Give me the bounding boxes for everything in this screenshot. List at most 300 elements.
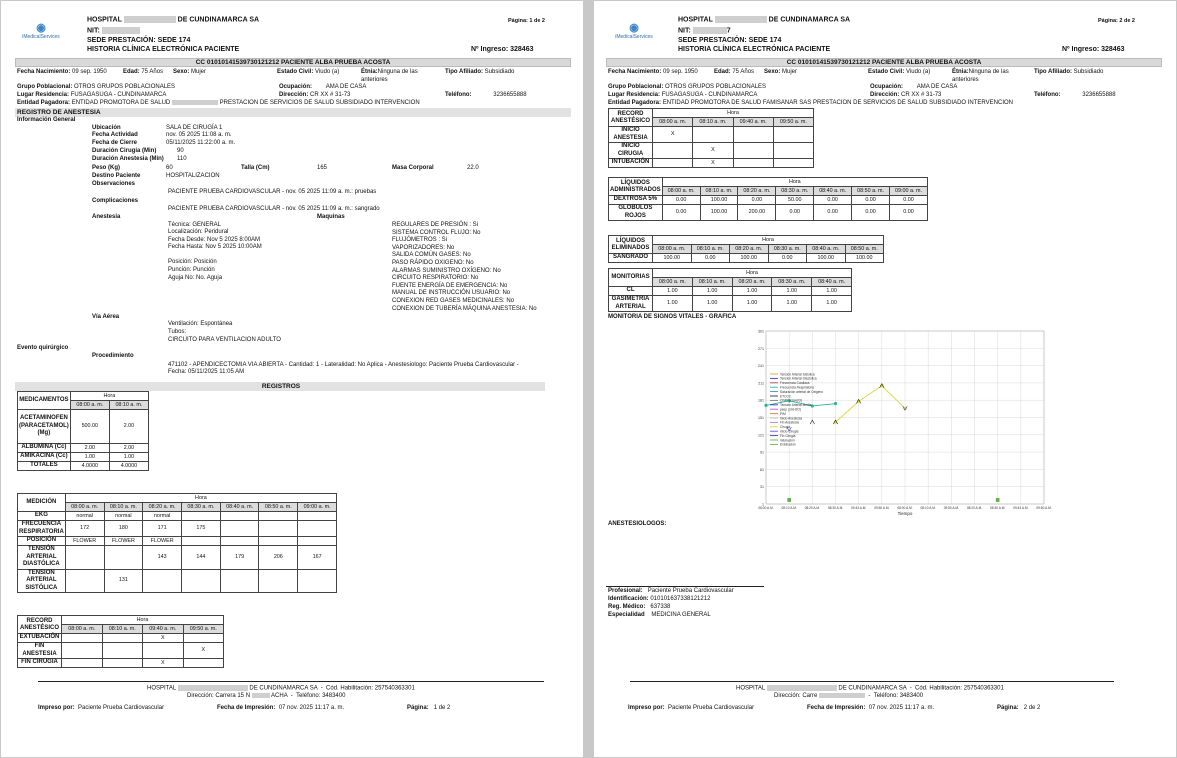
cell-value: X — [693, 159, 733, 168]
table-head: LÍQUIDOS ADMINISTRADOS — [609, 178, 663, 196]
cell-value — [220, 569, 259, 593]
time-header: 08:00 a. m. — [662, 187, 700, 196]
patient-band: CC 01010141539730121212 PACIENTE ALBA PRUEBA ACOSTA — [606, 58, 1162, 67]
y-tick-label: 61 — [760, 467, 764, 472]
fecha-hasta: Fecha Hasta: Nov 5 2025 10:00AM — [168, 244, 262, 250]
maquina-item: VAPORIZADORES: No — [392, 244, 455, 251]
medicion-table — [17, 493, 337, 593]
maquina-item: ALARMAS SUMINISTRO OXÍGENO: No — [392, 267, 501, 274]
table-row — [18, 444, 149, 453]
telefono: Teléfono: 3236655888 — [1034, 92, 1116, 98]
hora-header: Hora — [70, 392, 148, 401]
cell-value — [181, 537, 220, 546]
liquidos-administrados-table — [608, 177, 928, 221]
direccion: Dirección: CR XX # 31-73 — [279, 92, 351, 98]
time-header: 08:10 a. m. — [104, 503, 143, 512]
observaciones: PACIENTE PRUEBA CARDIOVASCULAR - nov. 05 2025 11:09 a. m.: pruebas — [168, 189, 377, 195]
complicaciones-label: Complicaciones — [92, 198, 139, 204]
evento-quirurgico: Evento quirúrgico — [17, 345, 69, 351]
telefono: Teléfono: 3236655888 — [445, 92, 527, 98]
row-label: EXTUBACIÓN — [18, 634, 62, 643]
x-tick-label: 08:20 A.M. — [804, 506, 820, 510]
footer-hospital: HOSPITAL DE CUNDINAMARCA SA - Cód. Habilitación: 257540363301 — [736, 685, 1004, 692]
cell-value: 0.00 — [814, 205, 852, 221]
cell-value — [104, 546, 143, 570]
observaciones-label: Observaciones — [92, 181, 136, 187]
cell-value: 175 — [181, 521, 220, 537]
x-tick-label: 08:30 A.M. — [990, 506, 1006, 510]
time-header: 08:30 a. m. — [776, 187, 814, 196]
cell-value: 131 — [104, 569, 143, 593]
destino-label: Destino Paciente — [92, 173, 141, 179]
maquina-item: MANUAL DE INSTRUCCIÓN USUARIO: No — [392, 290, 511, 297]
cell-value — [298, 521, 337, 537]
row-label: FIN CIRUGIA — [18, 659, 62, 668]
cell-value — [183, 659, 224, 668]
y-tick-label: 151 — [758, 416, 764, 420]
y-tick-label: 301 — [758, 329, 764, 334]
identificacion: Identificación: 010101637338121212 — [608, 596, 711, 602]
cell-value — [653, 159, 693, 168]
cell-value — [181, 569, 220, 593]
cell-value — [65, 546, 104, 570]
cell-value: 1.00 — [70, 453, 109, 462]
cell-value — [102, 643, 143, 659]
x-tick-label: 09:43 A.M. — [851, 506, 867, 510]
y-tick-label: 91 — [760, 450, 764, 455]
table-row — [18, 659, 224, 668]
logo-text: iMedical — [22, 34, 41, 40]
registro-medico: Reg. Médico: 637338 — [608, 604, 671, 610]
fecha-nacimiento: Fecha Nacimiento: 09 sep. 1950 — [608, 69, 698, 75]
cell-value — [259, 521, 298, 537]
posicion: Posición: Posición — [168, 259, 217, 265]
cell-value — [773, 143, 813, 159]
maquina-item: PASO RÁPIDO OXIGENO: No — [392, 259, 474, 266]
time-header: 08:10 a. m. — [700, 187, 738, 196]
cell-value: X — [143, 659, 184, 668]
legend-entry: Tensión Arterial Diastolica — [780, 376, 817, 381]
time-header: 08:20 a. m. — [143, 503, 182, 512]
row-label: TENSIÓN ARTERIAL DIASTÓLICA — [18, 546, 66, 570]
time-header: 08:50 a. m. — [852, 187, 890, 196]
legend-entry: Intubación — [780, 438, 795, 443]
row-label: TENSION ARTERIAL SISTÓLICA — [18, 569, 66, 593]
legend-entry: Frecuencia Cardiaca — [780, 381, 810, 386]
time-header: 08:00 a. m. — [70, 401, 109, 410]
cell-value: 1.00 — [812, 296, 852, 312]
ventilacion: Ventilación: Espontánea — [168, 321, 233, 327]
cell-value — [62, 634, 103, 643]
cell-value: 100.00 — [700, 196, 738, 205]
cell-value: X — [693, 143, 733, 159]
time-header: 08:10 a. m. — [109, 401, 148, 410]
row-label: INICIO CIRUGIA — [609, 143, 653, 159]
registro-title: REGISTRO DE ANESTESIA — [15, 108, 571, 117]
fecha-actividad-label: Fecha Actividad — [92, 132, 138, 138]
legend-entry: Tensión Arterial Sistolica — [780, 372, 815, 377]
table-head: MONITORIAS — [609, 269, 653, 287]
liquidos-eliminados-table — [608, 235, 884, 263]
table-row — [18, 410, 149, 444]
x-tick-label: 09:50 A.M. — [874, 506, 890, 510]
cell-value: 171 — [143, 521, 182, 537]
cell-value — [298, 537, 337, 546]
x-tick-label: 09:43 A.M. — [1013, 506, 1029, 510]
cell-value: 1.00 — [732, 287, 772, 296]
footer-rule — [38, 681, 544, 682]
legend-entry: CPAP (cmH2O) — [780, 398, 803, 403]
time-header: 08:30 a. m. — [181, 503, 220, 512]
row-label: ACETAMINOFEN (PARACETAMOL) (Mg) — [18, 410, 71, 444]
footer-pagina: Página: 1 de 2 — [407, 705, 451, 711]
cell-value — [733, 127, 773, 143]
nit — [87, 27, 140, 36]
ocupacion: Ocupación: AMA DE CASA — [870, 84, 958, 90]
table-row — [18, 546, 337, 570]
via-aerea-label: Vía Aérea — [92, 314, 120, 320]
series-point — [834, 402, 837, 405]
cell-value: normal — [104, 512, 143, 521]
cell-value: 200.00 — [738, 205, 776, 221]
cell-value — [259, 569, 298, 593]
talla-label: Talla (Cm) — [241, 165, 270, 171]
legend-entry: Fin Anestesia — [780, 420, 800, 425]
cell-value: 2.00 — [109, 444, 148, 453]
y-tick-label: 1 — [762, 502, 764, 507]
legend-entry: Extubación — [780, 442, 796, 447]
time-header: 08:40 a. m. — [812, 278, 852, 287]
hora-header: Hora — [653, 269, 852, 278]
fecha-desde: Fecha Desde: Nov 5 2025 8:00AM — [168, 237, 261, 243]
signature-rule — [606, 586, 764, 587]
record-anestesico-table — [17, 615, 224, 668]
fecha-actividad: nov. 05 2025 11:08 a. m. — [166, 132, 232, 138]
table-row — [18, 634, 224, 643]
maquina-item: FLUJÓMETROS : Si — [392, 237, 448, 244]
hospital-prefix: HOSPITAL — [678, 16, 713, 24]
marker-square — [787, 498, 791, 502]
edad: Edad: 75 Años — [714, 69, 755, 75]
cell-value: 206 — [259, 546, 298, 570]
cell-value: 1.00 — [812, 287, 852, 296]
time-header: 08:10 a. m. — [693, 118, 733, 127]
cell-value: 2.00 — [70, 444, 109, 453]
historia-title: HISTORIA CLÍNICA ELECTRÓNICA PACIENTE — [87, 46, 240, 53]
complicaciones: PACIENTE PRUEBA CARDIOVASCULAR - nov. 05 2025 11:09 a. m.: sangrado — [168, 206, 380, 212]
puncion: Punción: Punción — [168, 267, 215, 273]
time-header: 08:00 a. m. — [653, 245, 692, 254]
etnia: Étnia:Ninguna de las anteriores — [952, 69, 1009, 83]
grupo-poblacional: Grupo Poblacional: OTROS GRUPOS POBLACIONALES — [608, 84, 767, 90]
footer-impreso: Impreso por: Paciente Prueba Cardiovascular — [38, 705, 165, 711]
sexo: Sexo: Mujer — [764, 69, 798, 75]
cell-value: 2.00 — [109, 410, 148, 444]
legend-entry: ETCO2 — [780, 394, 791, 399]
cell-value: 1.00 — [109, 453, 148, 462]
cell-value: 4.0000 — [70, 462, 109, 471]
cell-value: 50.00 — [776, 196, 814, 205]
cell-value — [102, 659, 143, 668]
table-row — [18, 643, 224, 659]
chart-title: MONITORIA DE SIGNOS VITALES - GRAFICA — [608, 314, 737, 320]
legend-entry: Tensión Arterial Media — [780, 403, 812, 408]
cell-value: X — [653, 127, 693, 143]
footer-impreso: Impreso por: Paciente Prueba Cardiovascular — [628, 705, 755, 711]
footer-direccion: Dirección: Carrera 15 N ACHA - Teléfono: 3483400 — [187, 693, 346, 700]
legend-entry: Cirugia — [780, 425, 791, 430]
maquina-item: CONEXION RED GASES MEDICINALES: No — [392, 297, 515, 304]
time-header: 08:20 a. m. — [732, 278, 772, 287]
footer-hospital: HOSPITAL DE CUNDINAMARCA SA - Cód. Habilitación: 257540363301 — [147, 685, 415, 692]
table-row — [18, 512, 337, 521]
time-header: 08:40 a. m. — [814, 187, 852, 196]
cell-value: 0.00 — [768, 254, 807, 263]
maquina-item: SALIDA COMÚN GASES: No — [392, 252, 471, 259]
cell-value: FLOWER — [143, 537, 182, 546]
cell-value — [220, 537, 259, 546]
table-row — [609, 127, 814, 143]
cell-value — [102, 634, 143, 643]
logo-sub: Services — [633, 34, 653, 40]
entidad-pagadora: Entidad Pagadora: ENTIDAD PROMOTORA DE SALUD FAMISANAR SAS PRESTACION DE SERVICIOS DE SALUD SUBSIDIADO INTERVENCION — [608, 100, 1013, 106]
peso: 60 — [166, 165, 173, 171]
page-number: Página: 2 de 2 — [1098, 18, 1135, 24]
cell-value: X — [183, 643, 224, 659]
x-tick-label: 08:30 A.M. — [827, 506, 844, 510]
cell-value: 4.0000 — [109, 462, 148, 471]
fecha-cierre-label: Fecha de Cierre — [92, 140, 138, 146]
table-row — [609, 143, 814, 159]
cell-value: 0.00 — [852, 205, 890, 221]
duracion-cirugia-label: Duración Cirugía (Min) — [92, 148, 157, 154]
anestesiologos-label: ANESTESIOLOGOS: — [608, 521, 667, 527]
maquina-item: CIRCUITO RESPIRATORIO: No — [392, 275, 479, 282]
monitorias-table — [608, 268, 852, 312]
cell-value — [259, 537, 298, 546]
legend-entry: Saturación arterial de Oxigeno — [780, 389, 824, 394]
talla: 165 — [317, 165, 328, 171]
footer-rule — [630, 681, 1114, 682]
cell-value: normal — [143, 512, 182, 521]
x-axis-label: Tiempo — [897, 511, 913, 516]
lugar-residencia: Lugar Residencia: FUSAGASUGA - CUNDINAMARCA — [608, 92, 758, 98]
hospital-suffix: DE CUNDINAMARCA SA — [177, 16, 260, 24]
cell-value: 0.00 — [890, 205, 928, 221]
anestesia-label: Anestesia — [92, 214, 121, 220]
cell-value: 1.00 — [692, 287, 732, 296]
cell-value: 100.00 — [845, 254, 884, 263]
table-row — [609, 196, 928, 205]
hora-header: Hora — [65, 494, 336, 503]
aguja: Aguja No: No. Aguja — [168, 275, 223, 281]
row-label: AMIKACINA (Cc) — [18, 453, 71, 462]
nit-tail: 7 — [726, 27, 731, 35]
table-row — [18, 569, 337, 593]
estado-civil: Estado Civil: Viudo (a) — [868, 69, 931, 75]
hospital-suffix: DE CUNDINAMARCA SA — [768, 16, 851, 24]
edad: Edad: 75 Años — [123, 69, 164, 75]
time-header: 09:40 a. m. — [733, 118, 773, 127]
table-head: LÍQUIDOS ELIMINADOS — [609, 236, 653, 254]
nit-label: NIT: — [87, 27, 100, 35]
cell-value: 0.00 — [738, 196, 776, 205]
grupo-poblacional: Grupo Poblacional: OTROS GRUPOS POBLACIONALES — [17, 84, 176, 90]
etnia: Étnia:Ninguna de las anteriores — [361, 69, 418, 83]
profesional: Profesional: Paciente Prueba Cardiovascular — [608, 588, 734, 594]
cell-value: FLOWER — [104, 537, 143, 546]
cell-value — [220, 512, 259, 521]
hora-header: Hora — [653, 236, 884, 245]
cell-value: 0.00 — [662, 196, 700, 205]
time-header: 08:10 a. m. — [691, 245, 730, 254]
destino: HOSPITALIZACION — [166, 173, 220, 179]
lugar-residencia: Lugar Residencia: FUSAGASUGA - CUNDINAMARCA — [17, 92, 167, 98]
cell-value: 1.00 — [653, 287, 693, 296]
hospital-logo: ◉ iMedicalServices — [22, 22, 60, 40]
row-label: POSICIÓN — [18, 537, 66, 546]
hospital-name — [678, 16, 850, 25]
duracion-cirugia: 90 — [177, 148, 184, 154]
cell-value — [733, 143, 773, 159]
x-tick-label: 08:20 A.M. — [966, 506, 983, 510]
time-header: 09:50 a. m. — [773, 118, 813, 127]
y-tick-label: 271 — [758, 346, 764, 351]
historia-title: HISTORIA CLÍNICA ELECTRÓNICA PACIENTE — [678, 46, 831, 53]
table-head: MEDICAMENTOS — [18, 392, 71, 410]
logo-text: iMedical — [615, 34, 634, 40]
fecha-nacimiento: Fecha Nacimiento: 09 sep. 1950 — [17, 69, 107, 75]
cell-value: 143 — [143, 546, 182, 570]
table-row — [609, 159, 814, 168]
time-header: 08:50 a. m. — [259, 503, 298, 512]
sede: SEDE PRESTACIÓN: SEDE 174 — [678, 37, 782, 44]
cell-value — [298, 512, 337, 521]
legend-entry: Frecuencia Respiratoria — [780, 385, 814, 390]
cell-value: 172 — [65, 521, 104, 537]
x-tick-label: 08:10 A.M. — [920, 506, 936, 510]
cell-value: 0.00 — [890, 196, 928, 205]
cell-value: 180 — [104, 521, 143, 537]
footer-direccion: Dirección: Carre - Teléfono: 3483400 — [774, 693, 924, 700]
localizacion: Localización: Peridural — [168, 229, 229, 235]
table-row — [609, 296, 852, 312]
cell-value: 1.00 — [692, 296, 732, 312]
cell-value: 0.00 — [662, 205, 700, 221]
legend-entry: peep (cmH2O) — [780, 407, 801, 412]
cell-value: 0.00 — [852, 196, 890, 205]
time-header: 08:00 a. m. — [65, 503, 104, 512]
time-header: 08:20 a. m. — [730, 245, 769, 254]
cell-value: 0.00 — [691, 254, 730, 263]
fecha-cierre: 05/11/2025 11:22:00 a. m. — [166, 140, 236, 146]
hora-header: Hora — [62, 616, 224, 625]
cell-value — [65, 569, 104, 593]
ingreso-number: Nº Ingreso: 328463 — [471, 46, 534, 53]
cell-value: 0.00 — [776, 205, 814, 221]
tubos: Tubos: — [168, 329, 187, 335]
table-head: RECORD ANESTÉSICO — [609, 109, 653, 127]
row-label: FRECUENCIA RESPIRATORIA — [19, 521, 64, 535]
y-tick-label: 181 — [758, 398, 764, 403]
cell-value — [62, 659, 103, 668]
time-header: 08:00 a. m. — [653, 118, 693, 127]
cell-value: 100.00 — [730, 254, 769, 263]
sexo: Sexo: Mujer — [173, 69, 207, 75]
cell-value: 100.00 — [700, 205, 738, 221]
cell-value — [181, 512, 220, 521]
x-tick-label: 08:10 A.M. — [781, 506, 797, 510]
cell-value: 1.00 — [653, 296, 693, 312]
maquina-item: SISTEMA CONTROL FLUJO: No — [392, 229, 481, 236]
footer-pagina: Página: 2 de 2 — [997, 705, 1041, 711]
medicamentos-table — [17, 391, 149, 471]
legend-entry: Fin Cirugia — [780, 433, 796, 438]
tipo-afiliado: Tipo Afiliado: Subsidiado — [445, 69, 515, 75]
maquina-item: FUENTE ENERGÍA DE EMERGENCIA: No — [392, 282, 508, 289]
cell-value: 1.00 — [772, 296, 812, 312]
time-header: 09:00 a. m. — [890, 187, 928, 196]
duracion-anestesia: 110 — [177, 156, 187, 162]
hora-header: Hora — [653, 109, 814, 118]
row-label: SANGRADO — [609, 254, 653, 263]
cell-value — [259, 512, 298, 521]
y-tick-label: 241 — [758, 364, 764, 369]
x-tick-label: 09:50 A.M. — [1036, 506, 1052, 510]
maquinas-list — [392, 222, 537, 313]
page-2 — [594, 1, 1176, 757]
table-row — [609, 254, 884, 263]
especialidad: Especialidad MEDICINA GENERAL — [608, 612, 711, 618]
cell-value: 1.00 — [772, 287, 812, 296]
time-header: 08:20 a. m. — [738, 187, 776, 196]
cell-value — [62, 643, 103, 659]
table-row — [18, 537, 337, 546]
row-label: DEXTROSA 5% — [609, 196, 663, 205]
maquina-item: REGULARES DE PRESIÓN : Si — [392, 222, 479, 228]
cell-value — [143, 569, 182, 593]
row-label: ALBUMINA (Cc) — [18, 444, 71, 453]
time-header: 09:40 a. m. — [143, 625, 184, 634]
entidad-pagadora: Entidad Pagadora: ENTIDAD PROMOTORA DE SALUD PRESTACION DE SERVICIOS DE SALUD SUBSIDIADO INTERVENCION — [17, 100, 420, 107]
hospital-prefix: HOSPITAL — [87, 16, 122, 24]
record-anestesico-table — [608, 108, 814, 168]
cell-value: 100.00 — [807, 254, 846, 263]
marker-square — [996, 498, 1000, 502]
procedimiento-label: Procedimiento — [92, 353, 134, 359]
hospital-name — [87, 16, 259, 25]
ocupacion: Ocupación: AMA DE CASA — [279, 84, 367, 90]
cell-value: 144 — [181, 546, 220, 570]
table-row — [18, 521, 337, 537]
series-point — [764, 404, 767, 407]
row-label: GASIMETRIA ARTERIAL — [609, 296, 653, 312]
tipo-afiliado: Tipo Afiliado: Subsidiado — [1034, 69, 1104, 75]
maquinas-label: Maquinas — [317, 214, 345, 220]
direccion: Dirección: CR XX # 31-73 — [870, 92, 942, 98]
registros-title: REGISTROS — [15, 382, 545, 391]
procedimiento-2: Fecha: 05/11/2025 11:05 AM — [168, 369, 245, 375]
maquina-item: CONEXION DE TUBERÍA MÁQUINA ANESTESIA: No — [392, 305, 537, 312]
masa: 22.0 — [467, 165, 479, 171]
x-tick-label: 08:00 A.M. — [758, 506, 774, 510]
time-header: 08:10 a. m. — [102, 625, 143, 634]
time-header: 09:00 a. m. — [298, 503, 337, 512]
table-row — [609, 287, 852, 296]
ubicacion: SALA DE CIRUGÍA 1 — [166, 125, 223, 131]
page-1 — [1, 1, 583, 757]
nit-label: NIT: — [678, 27, 691, 35]
